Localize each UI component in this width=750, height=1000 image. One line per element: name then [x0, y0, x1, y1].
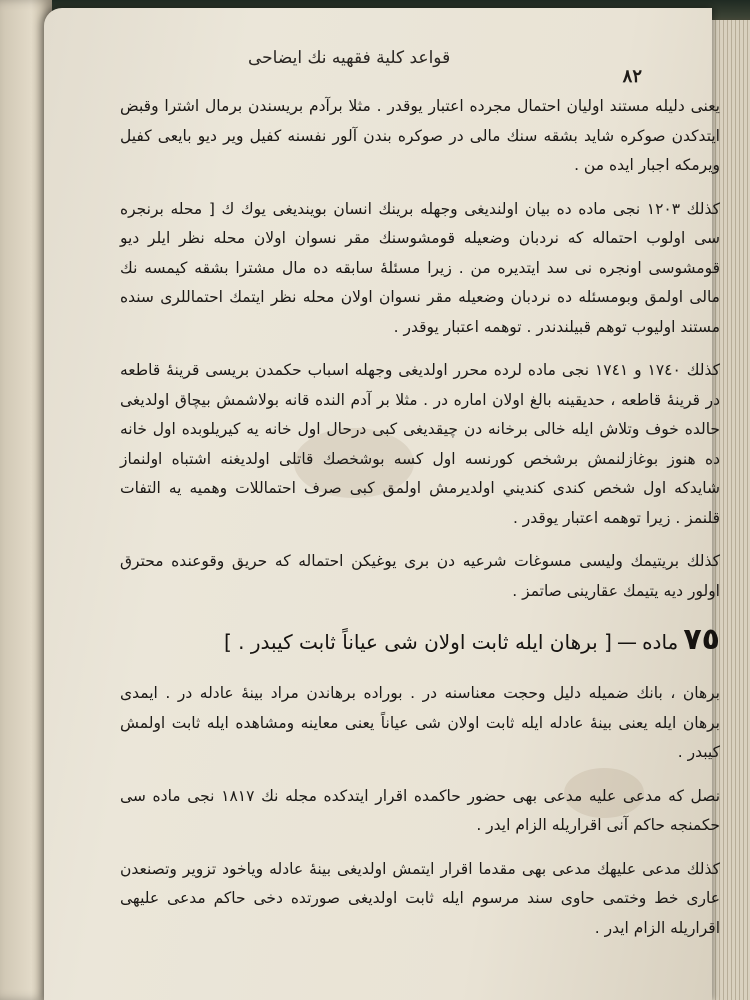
page-header: [108, 44, 642, 87]
article-text: [ برهان ايله ثابت اولان شى عياناً ثابت كيبدر . ]: [224, 630, 612, 654]
paragraph: نصل كه مدعى عليه مدعى بهى حضور حاكمده اقرار ايتدكده مجله نك ١٨١٧ نجى ماده سى حكمنجه حاكم آنى اقراريله الزام ايدر .: [120, 786, 721, 834]
article-number: ٧٥: [683, 622, 720, 657]
paragraph: كذلك مدعى عليهك مدعى بهى مقدما اقرار ايتمش اولديغى بينۀ عادله وياخود تزوير وتصنعدن عارى خط وختمى حاوى سند مرسوم ايله ثابت اولديغى صورتده دخى حاكم مدعى عليهى اقراريله الزام ايدر .: [120, 859, 720, 937]
page-body: [120, 92, 720, 957]
running-title: قواعد كلية فقهيه نك ايضاحى: [248, 48, 451, 68]
article-dash: —: [616, 630, 637, 654]
article-heading: [120, 622, 720, 657]
paragraph: برهان ، بانك ضميله دليل وحجت معناسنه در . بوراده برهاندن مراد بينۀ عادله در . ايمدى برهان ايله يعنى بينۀ عادله ايله ثابت اولان شى عياناً يعنى معاينه ومشاهده ايله ثابت اولمش كيبدر .: [120, 684, 720, 761]
paragraph: كذلك بريتيمك وليسى مسوغات شرعيه دن برى يوغيكن احتماله كه حريق وقوعنده محترق اولور ديه يتيمك عقارينى صاتمز .: [120, 552, 720, 600]
paragraph: كذلك ١٢٠٣ نجى ماده ده بيان اولنديغى وجهله برينك انسان بوينديغى يوك ك [ محله برنجره سى اولوب احتماله كه نردبان وضعيله قومشوسنك مقر نسوان اولان محله نظر ايلر ديو قومشوسى اونجره نى سد ايتديره من . زيرا مسئلۀ سابقه ده مال مشترا بشقه كيمسه نك مالى اولمق وبومسئله ده نردبان وضعيله مقر نسوان اولان محله نظر ايتمك احتماللرى سنده مستند اوليوب توهم قبيلندندر . توهمه اعتبار يوقدر .: [120, 199, 720, 336]
article-word: ماده: [642, 630, 679, 654]
paragraph: كذلك ١٧٤٠ و ١٧٤١ نجى ماده لرده محرر اولديغى وجهله اسباب حكمدن بريسى قرينۀ قاطعه در قرينۀ قاطعه ، حديقينه بالغ اولان اماره در . مثلا بر آدم النده قانه بولاشمش بيچاق اولديغى حالده خوف وتلاش ايله خالى برخانه دن چيقديغى كبى درحال اول خانه يه كيريلوبده اول خانه ده هنوز بوغازلنمش برشخص كورنسه اول كسه بوشخصك قاتلى اولديغنه اشتباه اولنماز شايدكه اول شخص كندى كنديني اولديرمش اولمق كبى صرف احتماللات وهميه يه التفات قلنمز . زيرا توهمه اعتبار يوقدر .: [120, 361, 721, 527]
paragraph: يعنى دليله مستند اوليان احتمال مجرده اعتبار يوقدر . مثلا برآدم بريسندن برمال اشترا وقبض ايتدكدن صوكره شايد بشقه سنك مالى در صوكره بندن آلور نفسنه كفيل وير ديو بايعى كفيل ويرمكه اجبار ايده من .: [120, 97, 720, 174]
page-number: ٨٢: [622, 66, 642, 87]
